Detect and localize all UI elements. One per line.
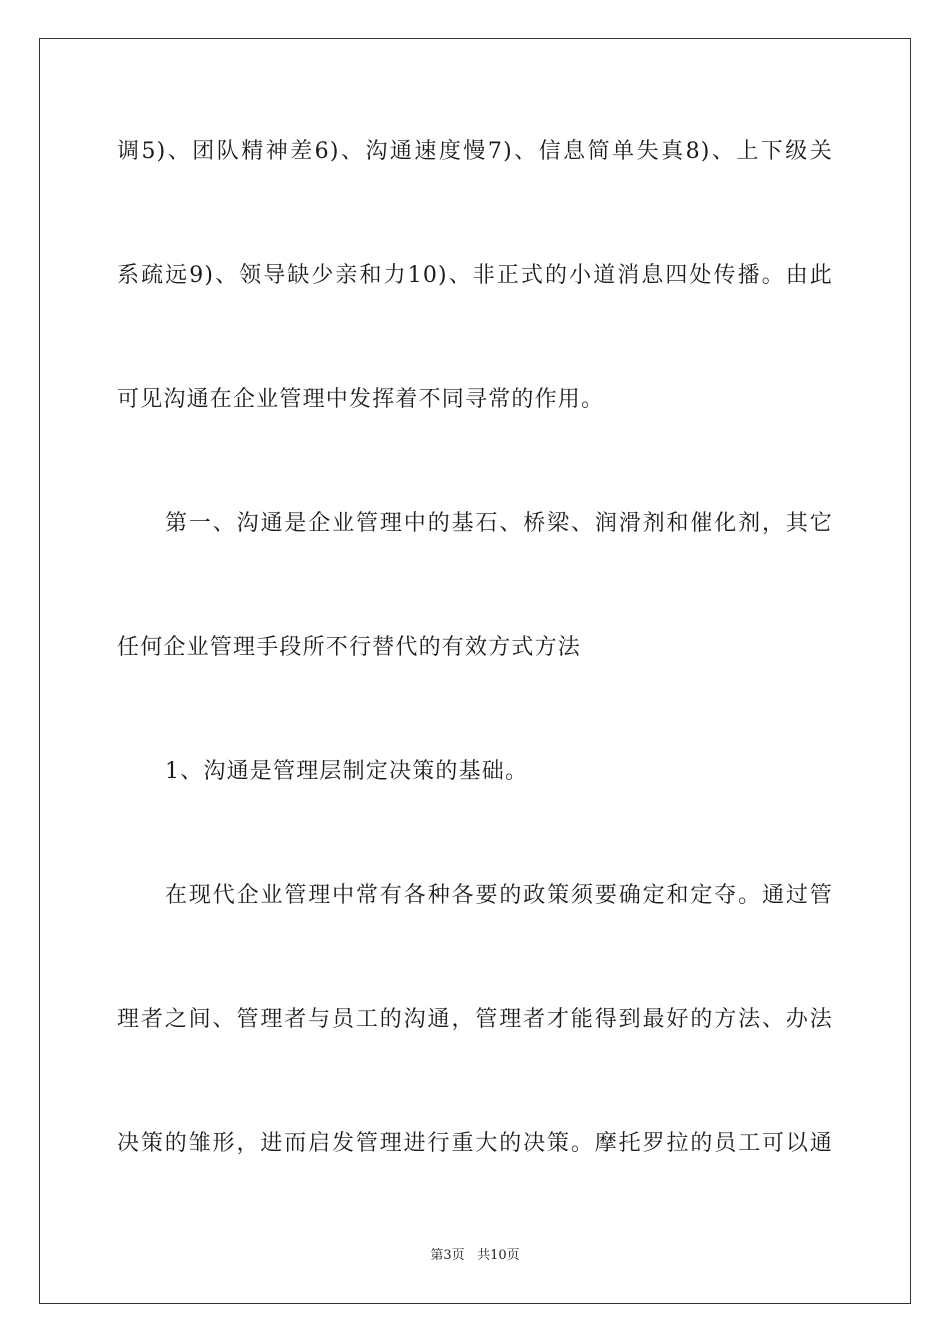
page-number: 第3页 [430,1248,465,1263]
text-line-8: 理者之间、管理者与员工的沟通，管理者才能得到最好的方法、办法 [117,1007,833,1032]
section-heading-1: 1、沟通是管理层制定决策的基础。 [165,759,529,784]
text-line-5: 任何企业管理手段所不行替代的有效方式方法 [117,635,582,660]
text-line-2: 系疏远9)、领导缺少亲和力10)、非正式的小道消息四处传播。由此 [117,263,833,288]
text-line-9: 决策的雏形，进而启发管理进行重大的决策。摩托罗拉的员工可以通 [117,1131,833,1156]
text-line-7: 在现代企业管理中常有各种各要的政策须要确定和定夺。通过管 [165,883,833,908]
text-line-1: 调5)、团队精神差6)、沟通速度慢7)、信息简单失真8)、上下级关 [117,139,833,164]
page-total: 共10页 [477,1248,520,1263]
text-line-3: 可见沟通在企业管理中发挥着不同寻常的作用。 [117,387,605,412]
page-border [39,38,911,1304]
paragraph-heading-1: 第一、沟通是企业管理中的基石、桥梁、润滑剂和催化剂，其它 [165,511,833,536]
page-footer [0,1247,950,1265]
